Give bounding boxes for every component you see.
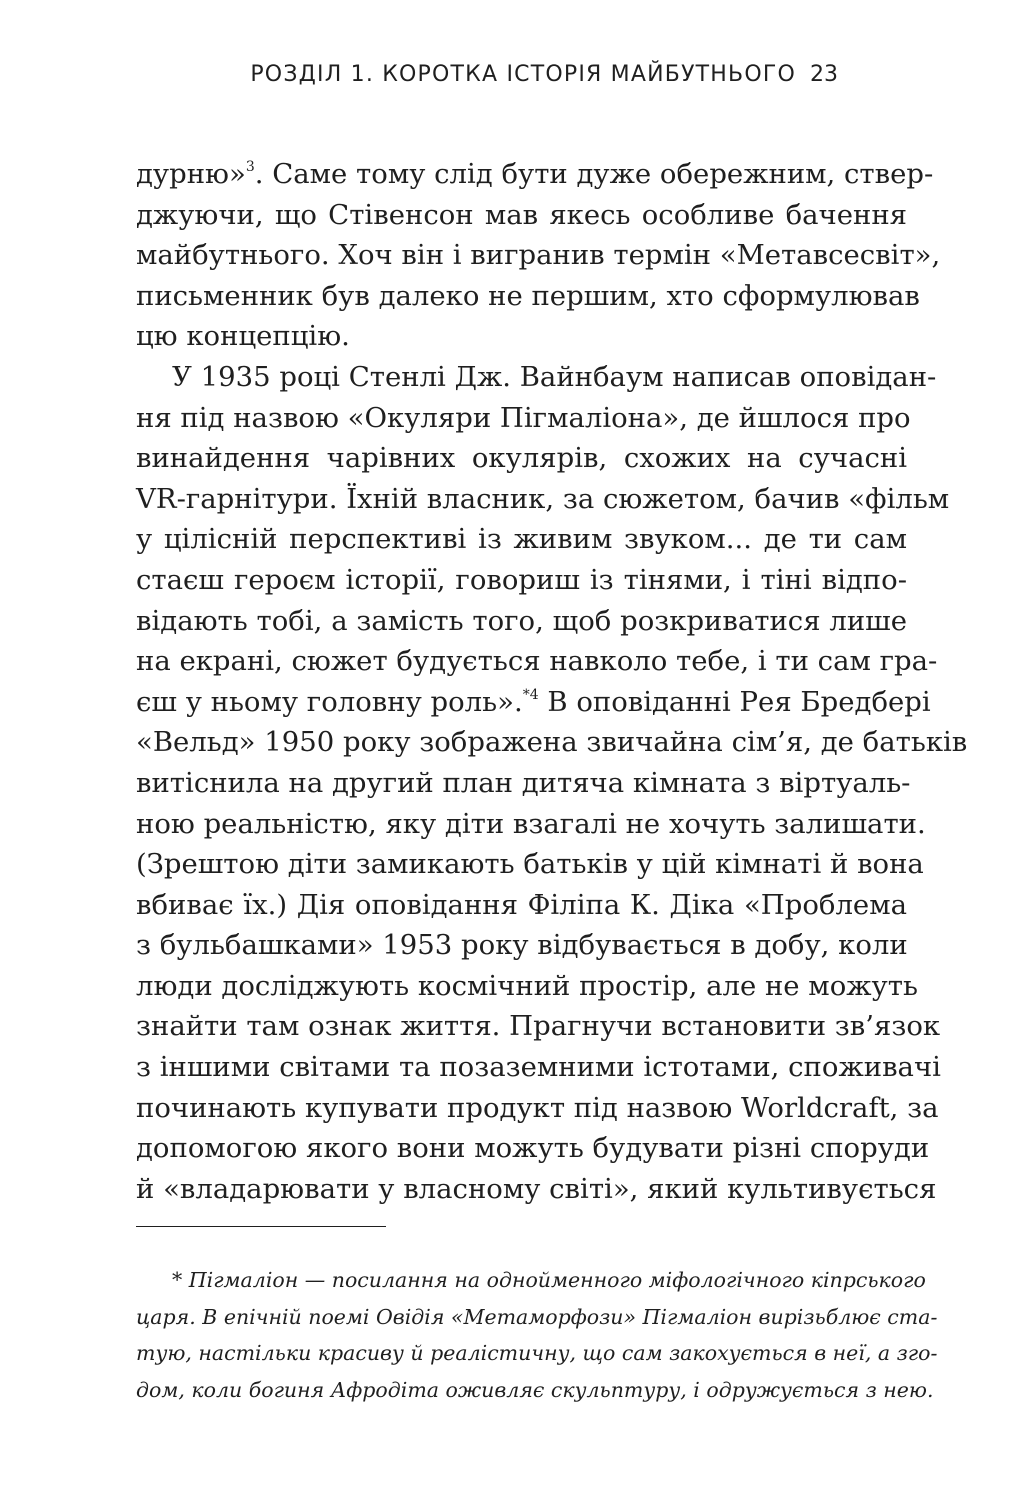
footnote-line: дом, коли богиня Афродіта оживляє скульптуру, і одружується з нею. xyxy=(136,1377,934,1402)
text-line: відають тобі, а замість того, щоб розкриватися лише xyxy=(136,604,907,637)
text-line: знайти там ознак життя. Прагнучи встановити зв’язок xyxy=(136,1010,941,1043)
text-line: (Зрештою діти замикають батьків у цій кімнаті й вона xyxy=(136,848,924,881)
page-number: 23 xyxy=(810,62,838,87)
text-line: дурню»$^3$. Саме тому слід бути дуже обережним, ствер- xyxy=(136,158,934,190)
text-line: «Вельд» 1950 року зображена звичайна сім’я, де батьків xyxy=(136,726,968,759)
text-line: цю концепцію. xyxy=(136,320,350,353)
text-line: У 1935 році Стенлі Дж. Вайнбаум написав оповідан- xyxy=(172,360,937,393)
text-line: майбутнього. Хоч він і вигранив термін «Метавсесвіт», xyxy=(136,239,941,272)
main-text xyxy=(136,154,968,1209)
text-line: з іншими світами та позаземними істотами, споживачі xyxy=(136,1051,941,1084)
footnote-line: тую, настільки красиву й реалістичну, що сам закохується в неї, а зго- xyxy=(136,1341,938,1365)
text-line: вбиває їх.) Дія оповідання Філіпа К. Діка «Проблема xyxy=(136,888,907,921)
footnote-ref: 3 xyxy=(245,159,255,175)
text-line: витіснила на другий план дитяча кімната з віртуаль- xyxy=(136,766,911,799)
chapter-title: РОЗДІЛ 1. КОРОТКА ІСТОРІЯ МАЙБУТНЬОГО xyxy=(250,62,796,87)
text-line: на екрані, сюжет будується навколо тебе, і ти сам гра- xyxy=(136,645,938,678)
text-line: ною реальністю, яку діти взагалі не хочуть залишати. xyxy=(136,807,926,840)
text-line: допомогою якого вони можуть будувати різні споруди xyxy=(136,1132,930,1165)
footnote xyxy=(136,1262,938,1408)
text-line: починають купувати продукт під назвою Worldcraft, за xyxy=(136,1091,939,1124)
footnote-ref: *4 xyxy=(522,686,539,703)
text-line: письменник був далеко не першим, хто сформулював xyxy=(136,279,920,312)
text-line: VR-гарнітури. Їхній власник, за сюжетом, бачив «фільм xyxy=(136,482,950,515)
text-line: у цілісній перспективі із живим звуком... де ти сам xyxy=(136,523,907,556)
text-line: єш у ньому головну роль».$^{*4}$ В оповіданні Рея Бредбері xyxy=(136,685,931,718)
running-head xyxy=(0,60,838,90)
footnote-line: * Пігмаліон — посилання на однойменного міфологічного кіпрського xyxy=(172,1268,926,1292)
text-line: з бульбашками» 1953 року відбувається в добу, коли xyxy=(136,929,908,962)
text-line: й «владарювати у власному світі», який культивується xyxy=(136,1172,937,1205)
text-line: ня під назвою «Окуляри Пігмаліона», де йшлося про xyxy=(136,401,911,434)
text-line: винайдення чарівних окулярів, схожих на сучасні xyxy=(136,442,907,475)
footnote-line: царя. В епічній поемі Овідія «Метаморфози» Пігмаліон вирізьблює ста- xyxy=(136,1304,938,1329)
text-line: люди досліджують космічний простір, але не можуть xyxy=(136,969,918,1002)
text-line: стаєш героєм історії, говориш із тінями, і тіні відпо- xyxy=(136,563,907,596)
footnote-divider xyxy=(136,1226,386,1227)
text-line: джуючи, що Стівенсон мав якесь особливе бачення xyxy=(136,198,907,231)
